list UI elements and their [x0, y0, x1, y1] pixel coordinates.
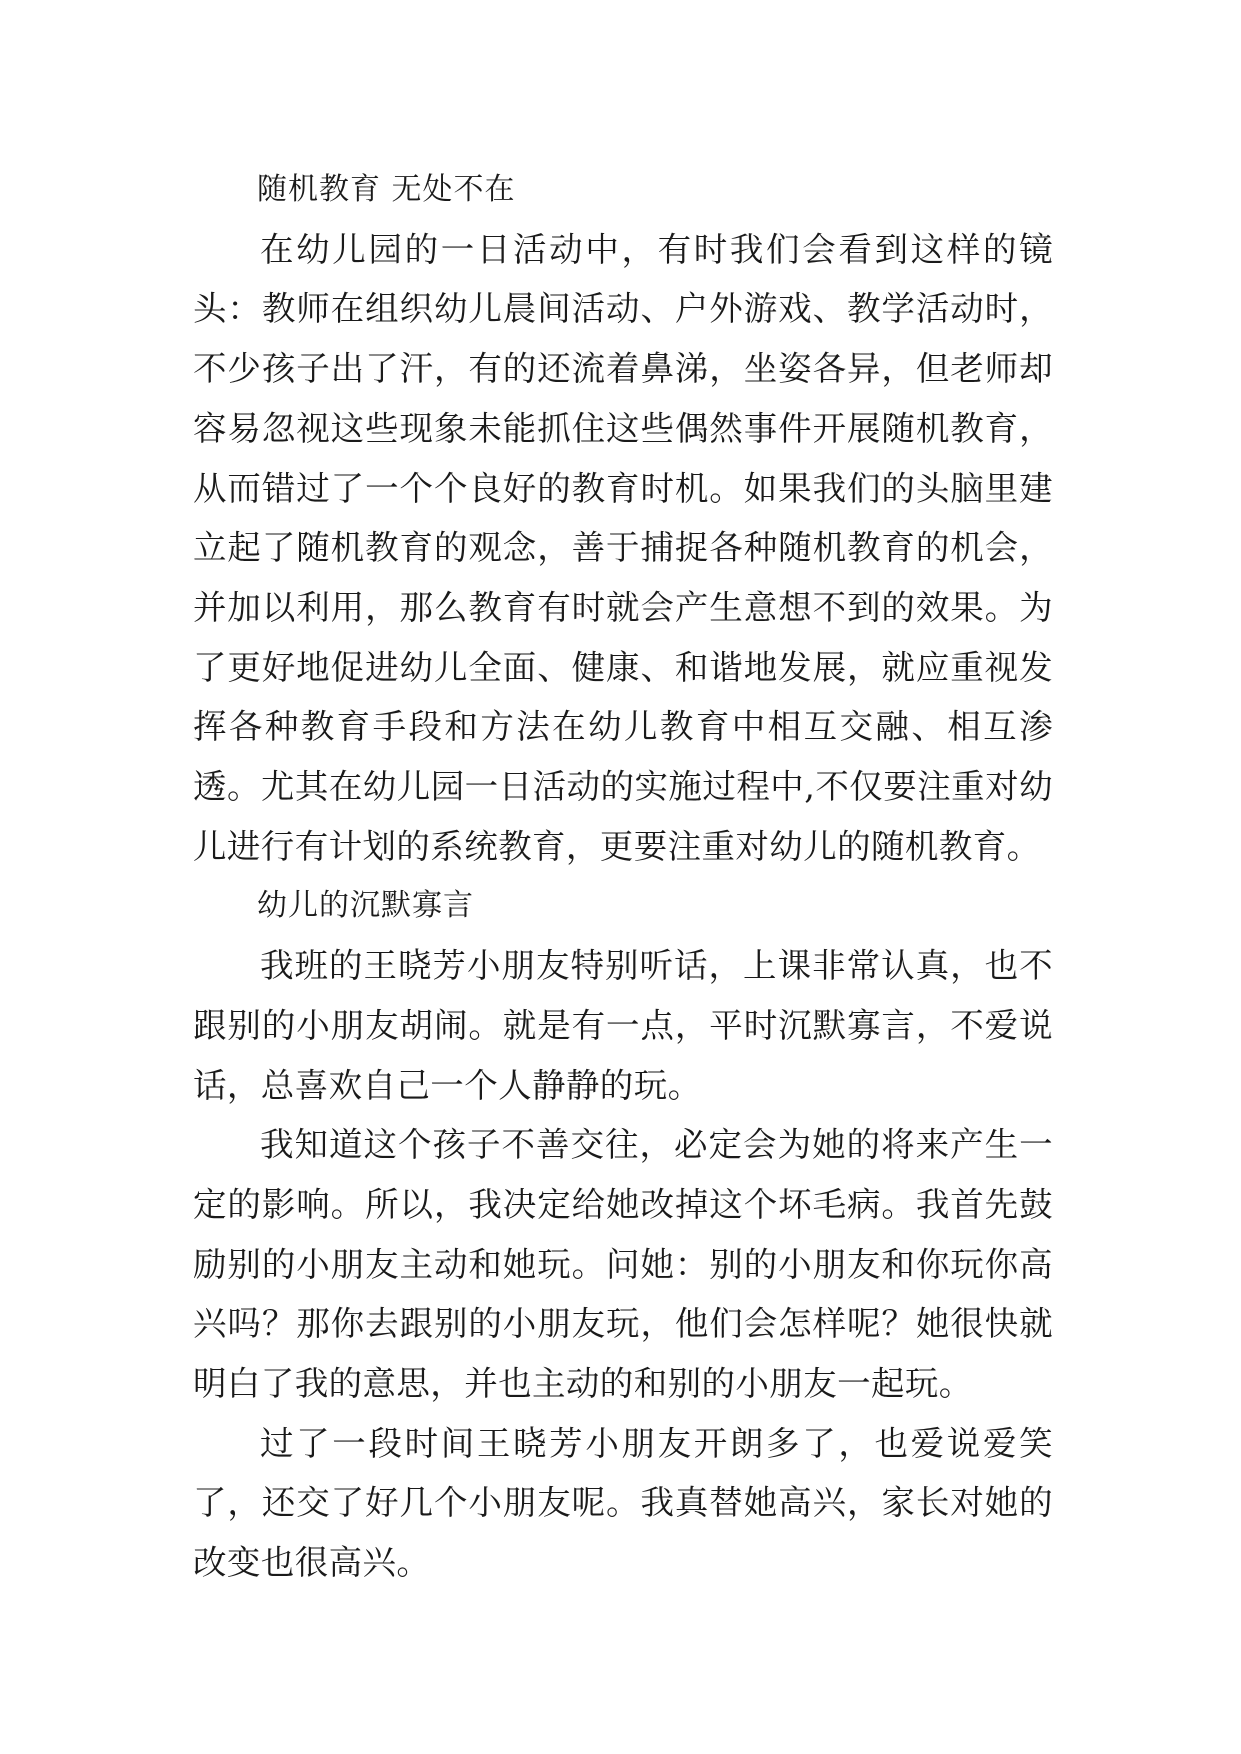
section-heading-random-education: 随机教育 无处不在 — [257, 172, 516, 207]
paragraph-child-description: 我班的王晓芳小朋友特别听话，上课非常认真，也不跟别的小朋友胡闹。就是有一点，平时沉默寡言，不爱说话，总喜欢自己一个人静静的玩。 — [193, 946, 1053, 1105]
paragraph-intro: 在幼儿园的一日活动中，有时我们会看到这样的镜头：教师在组织幼儿晨间活动、户外游戏、教学活动时，不少孩子出了汗，有的还流着鼻涕，坐姿各异，但老师却容易忽视这些现象未能抓住这些偶然事件开展随机教育，从而错过了一个个良好的教育时机。如果我们的头脑里建立起了随机教育的观念，善于捕捉各种随机教育的机会，并加以利用，那么教育有时就会产生意想不到的效果。为了更好地促进幼儿全面、健康、和谐地发展，就应重视发挥各种教育手段和方法在幼儿教育中相互交融、相互渗透。尤其在幼儿园一日活动的实施过程中,不仅要注重对幼儿进行有计划的系统教育，更要注重对幼儿的随机教育。 — [193, 229, 1053, 866]
paragraph-teacher-action: 我知道这个孩子不善交往，必定会为她的将来产生一定的影响。所以，我决定给她改掉这个坏毛病。我首先鼓励别的小朋友主动和她玩。问她：别的小朋友和你玩你高兴吗？那你去跟别的小朋友玩，他们会怎样呢？她很快就明白了我的意思，并也主动的和别的小朋友一起玩。 — [193, 1125, 1053, 1404]
paragraph-outcome: 过了一段时间王晓芳小朋友开朗多了，也爱说爱笑了，还交了好几个小朋友呢。我真替她高兴，家长对她的改变也很高兴。 — [193, 1423, 1053, 1583]
section-heading-silent-child: 幼儿的沉默寡言 — [257, 888, 474, 924]
document-body — [193, 160, 1053, 1593]
